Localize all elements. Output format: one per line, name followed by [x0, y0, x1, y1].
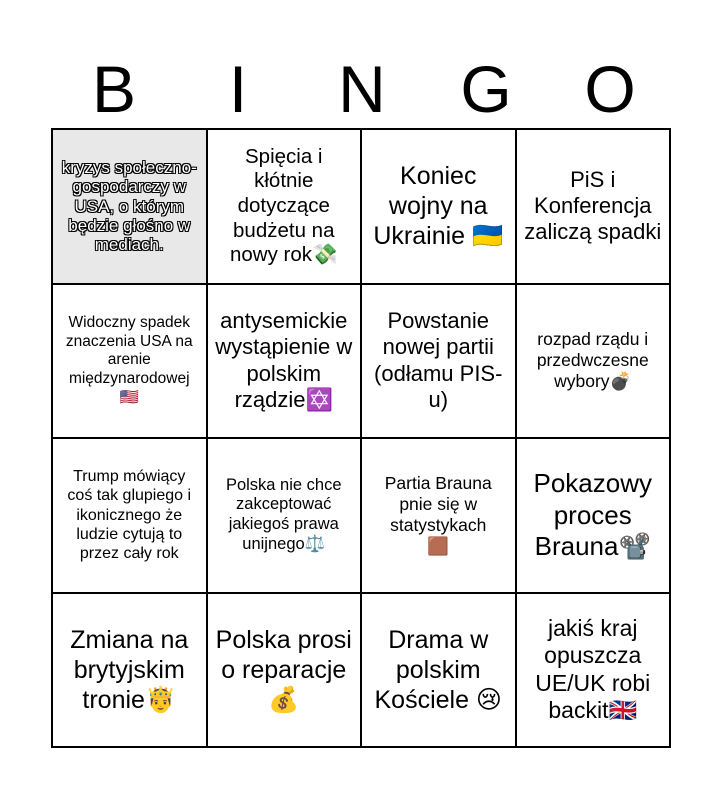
cell-text: Polska nie chce zakceptować jakiegoś prawa unijnego⚖️ [225, 475, 342, 554]
bingo-cell[interactable] [208, 285, 363, 440]
cell-text: kryzys społeczno-gospodarczy w USA, o którym będzie głośno w mediach. [61, 158, 197, 255]
cell-text: Koniec wojny na Ukrainie 🇺🇦 [373, 162, 504, 251]
bingo-cell[interactable] [362, 285, 517, 440]
bingo-cell[interactable] [517, 285, 672, 440]
header-letter-g: G [460, 52, 512, 126]
cell-text: PiS i Konferencja zaliczą spadki [524, 166, 662, 245]
cell-text: Polska prosi o reparacje 💰 [215, 625, 352, 714]
cell-text: Trump mówiący coś tak glupiego i ikonicznego że ludzie cytują to przez cały rok [67, 468, 192, 563]
bingo-cell[interactable] [208, 439, 363, 594]
bingo-cell[interactable] [53, 594, 208, 749]
header-letter-i: I [228, 52, 248, 126]
cell-text: Pokazowy proces Brauna📽️ [533, 468, 652, 561]
bingo-cell[interactable] [362, 130, 517, 285]
cell-text: Spięcia i kłótnie dotyczące budżetu na nowy rok💸 [229, 144, 338, 267]
bingo-cell[interactable] [208, 130, 363, 285]
bingo-cell[interactable] [208, 594, 363, 749]
bingo-grid [51, 128, 671, 748]
bingo-cell[interactable] [517, 439, 672, 594]
bingo-cell[interactable] [362, 439, 517, 594]
bingo-header [52, 50, 672, 128]
bingo-cell[interactable] [517, 130, 672, 285]
cell-text: rozpad rządu i przedwczesne wybory💣 [536, 329, 649, 392]
bingo-cell[interactable] [53, 439, 208, 594]
bingo-cell[interactable] [517, 594, 672, 749]
bingo-cell[interactable] [362, 594, 517, 749]
bingo-cell[interactable] [53, 285, 208, 440]
header-letter-b: B [91, 52, 137, 126]
cell-text: Drama w polskim Kościele 😢 [374, 625, 502, 714]
cell-text: jakiś kraj opuszcza UE/UK robi backit🇬🇧 [535, 614, 651, 724]
bingo-cell-free[interactable] [53, 130, 208, 285]
cell-text: Widoczny spadek znaczenia USA na arenie międzynarodowej 🇺🇸 [65, 314, 193, 406]
header-letter-n: N [338, 52, 386, 126]
cell-text: Zmiana na brytyjskim tronie🤴 [70, 625, 189, 714]
cell-text: Partia Brauna pnie się w statystykach 🟫 [384, 473, 492, 557]
cell-text: antysemickie wystąpienie w polskim rządzie✡️ [215, 307, 353, 413]
cell-text: Powstanie nowej partii (odłamu PIS-u) [374, 307, 503, 413]
header-letter-o: O [584, 52, 636, 126]
